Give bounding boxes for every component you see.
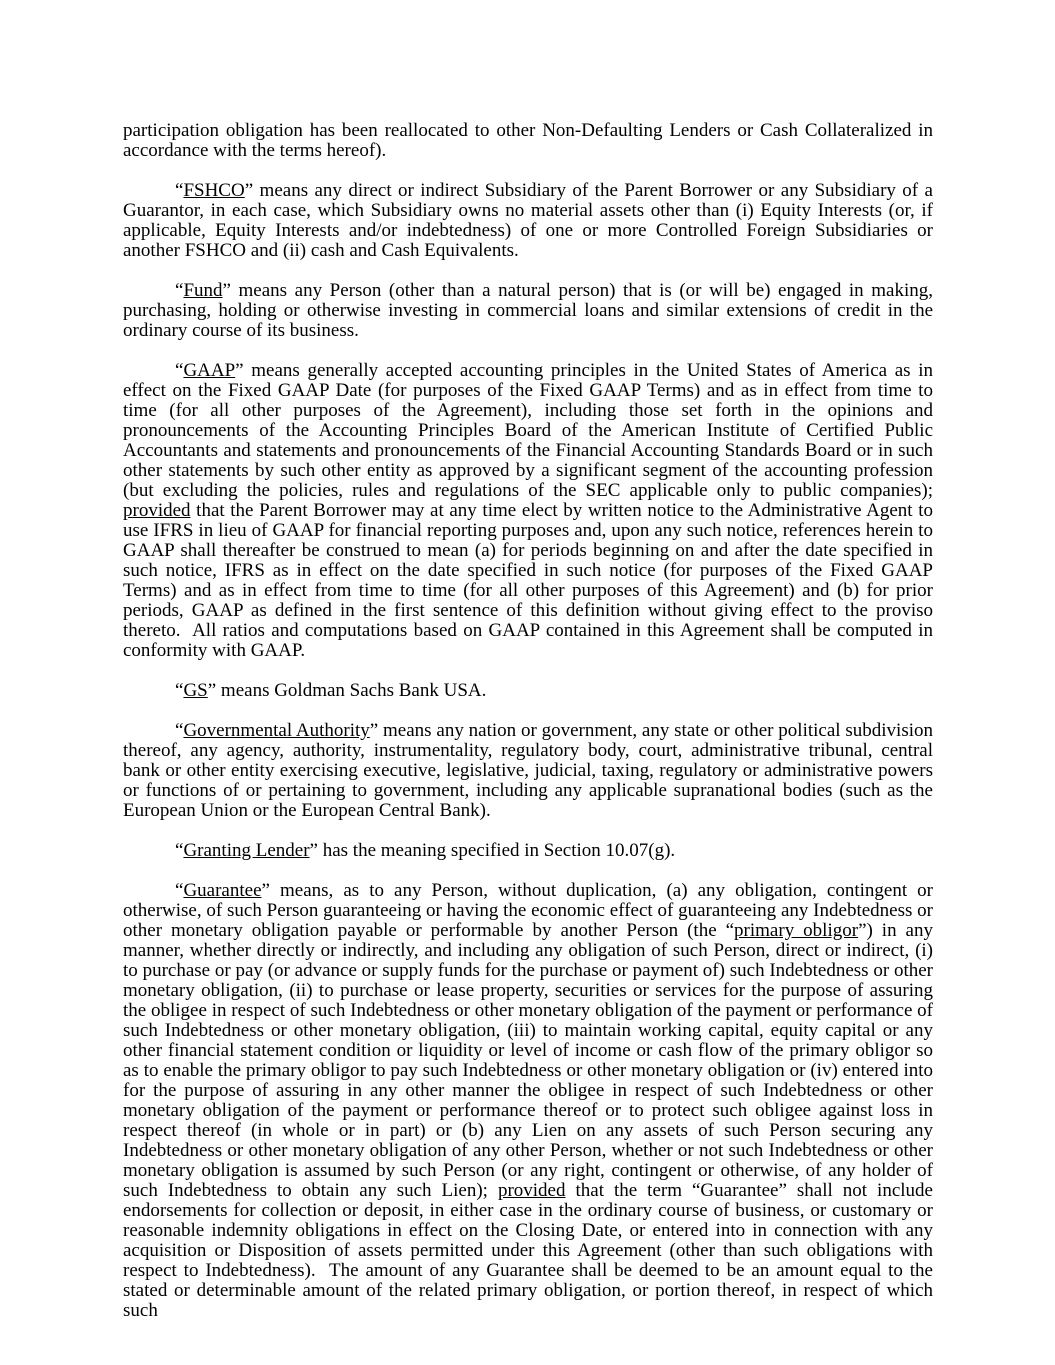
paragraph-3: “Fund” means any Person (other than a natural person) that is (or will be) engaged in making, purchasing, holding or otherwise investing in commercial loans and similar extensions of credit in the ordinary course of its business.: [123, 280, 938, 341]
paragraph-5: “GS” means Goldman Sachs Bank USA.: [175, 680, 487, 701]
defined-term: Fund: [183, 280, 223, 301]
paragraph-6: “Governmental Authority” means any nation or government, any state or other political subdivision thereof, any agency, authority, instrumentality, regulatory body, court, administrative tribunal, central bank or other entity exercising executive, legislative, judicial, taxing, regulatory or administrative powers or functions of or pertaining to government, including any applicable supranational bodies (such as the European Union or the European Central Bank).: [123, 720, 938, 821]
paragraph-7: “Granting Lender” has the meaning specified in Section 10.07(g).: [175, 840, 676, 861]
defined-term: Governmental Authority: [183, 720, 370, 741]
defined-term: GAAP: [183, 360, 236, 381]
document-text: [123, 120, 938, 1341]
defined-term: primary obligor: [734, 920, 859, 941]
defined-term: Granting Lender: [183, 840, 310, 861]
defined-term: FSHCO: [183, 180, 245, 201]
paragraph-8: “Guarantee” means, as to any Person, without duplication, (a) any obligation, contingent or otherwise, of such Person guaranteeing or having the economic effect of guaranteeing any Indebtedness or other monetary obligation payable or performable by another Person (the “primary obligor”) in any manner, whether directly or indirectly, and including any obligation of such Person, direct or indirect, (i) to purchase or pay (or advance or supply funds for the purchase or payment of) such Indebtedness or other monetary obligation, (ii) to purchase or lease property, securities or services for the purpose of assuring the obligee in respect of such Indebtedness or other monetary obligation of the payment or performance of such Indebtedness or other monetary obligation, (iii) to maintain working capital, equity capital or any other financial statement condition or liquidity or level of income or cash flow of the primary obligor so as to enable the primary obligor to pay such Indebtedness or other monetary obligation or (iv) entered into for the purpose of assuring in any other manner the obligee in respect of such Indebtedness or other monetary obligation of the payment or performance thereof or to protect such obligee against loss in respect thereof (in whole or in part) or (b) any Lien on any assets of such Person securing any Indebtedness or other monetary obligation of any other Person, whether or not such Indebtedness or other monetary obligation is assumed by such Person (or any right, contingent or otherwise, of any holder of such Indebtedness to obtain any such Lien); provided that the term “Guarantee” shall not include endorsements for collection or deposit, in either case in the ordinary course of business, or customary or reasonable indemnity obligations in effect on the Closing Date, or entered into in connection with any acquisition or Disposition of assets permitted under this Agreement (other than such obligations with respect to Indebtedness). The amount of any Guarantee shall be deemed to be an amount equal to the stated or determinable amount of the related primary obligation, or portion thereof, in respect of which such: [123, 880, 938, 1321]
defined-term: GS: [183, 680, 208, 701]
defined-term: provided: [497, 1180, 566, 1201]
paragraph-4: “GAAP” means generally accepted accounting principles in the United States of America as in effect on the Fixed GAAP Date (for purposes of the Fixed GAAP Terms) and as in effect from time to time (for all other purposes of the Agreement), including those set forth in the opinions and pronouncements of the Accounting Principles Board of the American Institute of Certified Public Accountants and statements and pronouncements of the Financial Accounting Standards Board or in such other statements by such other entity as approved by a significant segment of the accounting profession (but excluding the policies, rules and regulations of the SEC applicable only to public companies); provided that the Parent Borrower may at any time elect by written notice to the Administrative Agent to use IFRS in lieu of GAAP for financial reporting purposes and, upon any such notice, references herein to GAAP shall thereafter be construed to mean (a) for periods beginning on and after the date specified in such notice, IFRS as in effect on the date specified in such notice (for purposes of the Fixed GAAP Terms) and as in effect from time to time (for all other purposes of this Agreement) and (b) for prior periods, GAAP as defined in the first sentence of this definition without giving effect to the proviso thereto. All ratios and computations based on GAAP contained in this Agreement shall be computed in conformity with GAAP.: [123, 360, 938, 661]
defined-term: provided: [123, 500, 191, 521]
paragraph-1: participation obligation has been reallocated to other Non-Defaulting Lenders or Cash Collateralized in accordance with the terms hereof).: [123, 120, 938, 161]
defined-term: Guarantee: [183, 880, 262, 901]
paragraph-2: “FSHCO” means any direct or indirect Subsidiary of the Parent Borrower or any Subsidiary of a Guarantor, in each case, which Subsidiary owns no material assets other than (i) Equity Interests (or, if applicable, Equity Interests and/or indebtedness) of one or more Controlled Foreign Subsidiaries or another FSHCO and (ii) cash and Cash Equivalents.: [123, 180, 938, 261]
